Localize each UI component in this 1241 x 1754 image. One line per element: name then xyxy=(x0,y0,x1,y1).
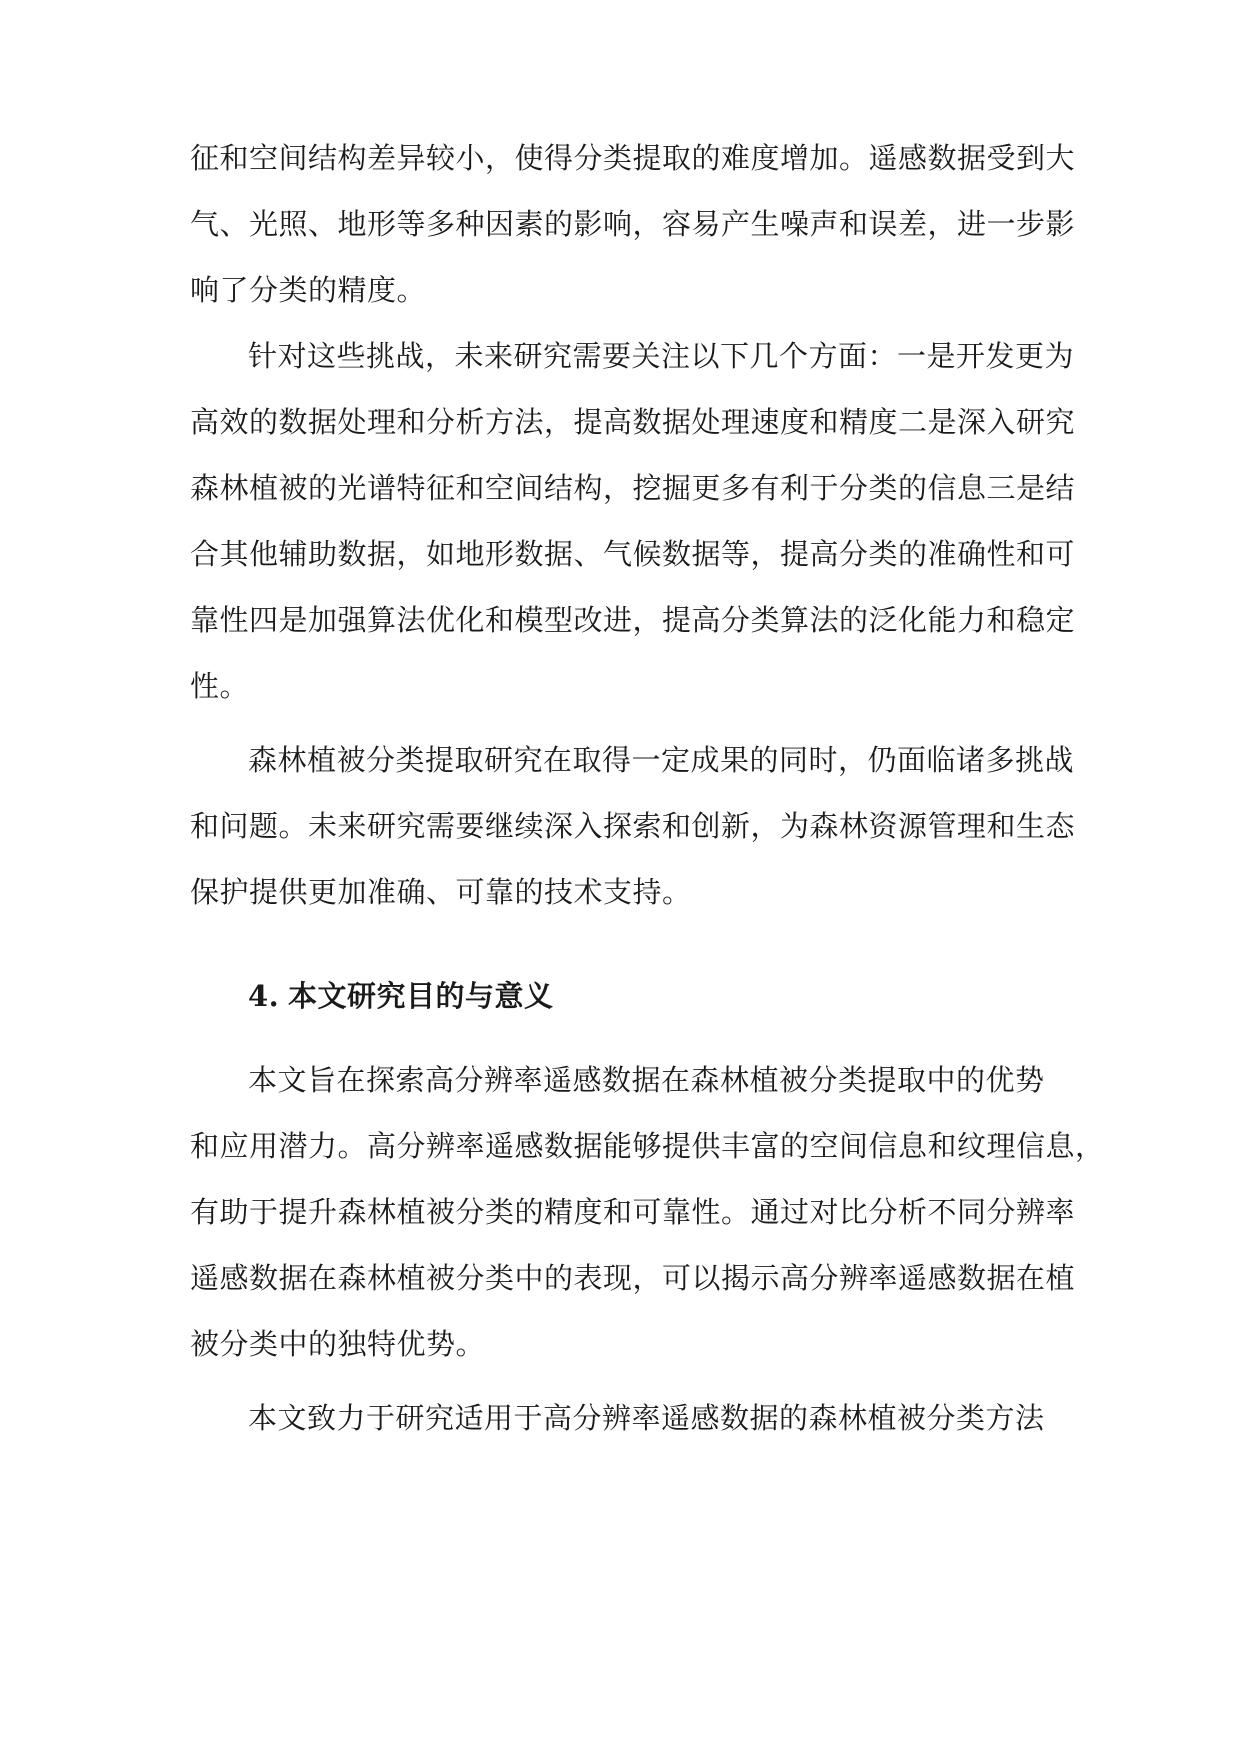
paragraph-line: 保护提供更加准确、可靠的技术支持。 xyxy=(190,875,692,909)
section-heading xyxy=(248,976,948,1016)
paragraph-line: 合其他辅助数据，如地形数据、气候数据等，提高分类的准确性和可 xyxy=(190,537,1076,571)
paragraph-line: 征和空间结构差异较小，使得分类提取的难度增加。遥感数据受到大 xyxy=(190,141,1076,175)
paragraph-line: 有助于提升森林植被分类的精度和可靠性。通过对比分析不同分辨率 xyxy=(190,1195,1076,1229)
paragraph-line: 被分类中的独特优势。 xyxy=(190,1327,486,1361)
paragraph-line: 本文致力于研究适用于高分辨率遥感数据的森林植被分类方法 xyxy=(248,1401,1045,1435)
paragraph-line: 针对这些挑战，未来研究需要关注以下几个方面：一是开发更为 xyxy=(248,339,1075,373)
paragraph-line: 本文旨在探索高分辨率遥感数据在森林植被分类提取中的优势 xyxy=(248,1063,1045,1097)
paragraph-line: 和应用潜力。高分辨率遥感数据能够提供丰富的空间信息和纹理信息， xyxy=(190,1129,1105,1163)
paragraph-line: 性。 xyxy=(190,669,250,703)
paragraph-line: 高效的数据处理和分析方法，提高数据处理速度和精度二是深入研究 xyxy=(190,405,1076,439)
paragraph-line: 和问题。未来研究需要继续深入探索和创新，为森林资源管理和生态 xyxy=(190,809,1076,843)
section-title: 本文研究目的与意义 xyxy=(288,979,554,1013)
paragraph-line: 森林植被的光谱特征和空间结构，挖掘更多有利于分类的信息三是结 xyxy=(190,471,1076,505)
paragraph-line: 森林植被分类提取研究在取得一定成果的同时，仍面临诸多挑战 xyxy=(248,743,1075,777)
section-number: 4. xyxy=(248,979,280,1013)
paragraph-line: 气、光照、地形等多种因素的影响，容易产生噪声和误差，进一步影 xyxy=(190,207,1076,241)
paragraph-line: 靠性四是加强算法优化和模型改进，提高分类算法的泛化能力和稳定 xyxy=(190,603,1076,637)
paragraph-line: 响了分类的精度。 xyxy=(190,273,427,307)
paragraph-line: 遥感数据在森林植被分类中的表现，可以揭示高分辨率遥感数据在植 xyxy=(190,1261,1076,1295)
